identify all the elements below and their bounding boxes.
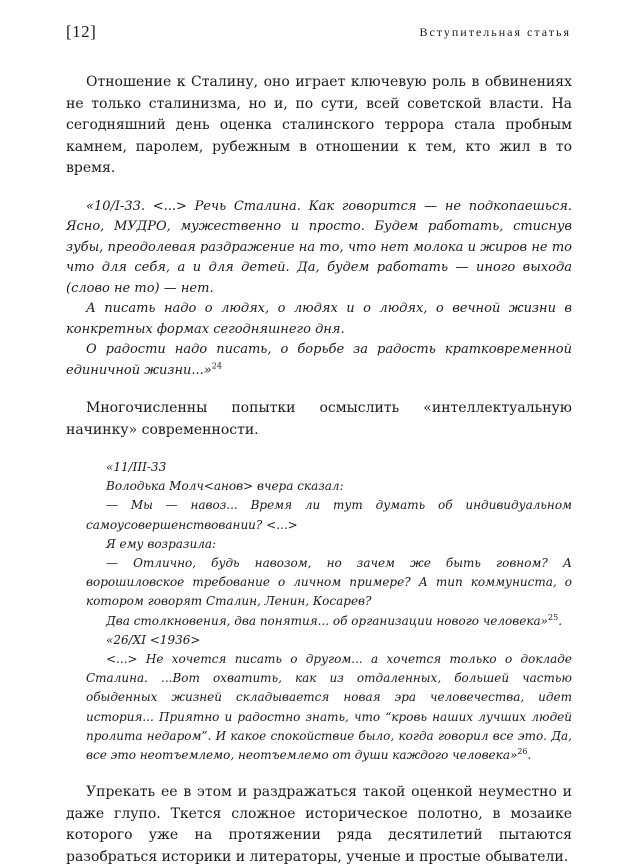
quote-2-paragraph: Я ему возразила: <box>106 536 217 551</box>
page-header <box>66 22 571 46</box>
footnote-ref-24: 24 <box>211 361 222 371</box>
quote-2-paragraph: — Отлично, будь навозом, но зачем же быть говном? А ворошиловское требование о личном примере? А тип коммуниста, о котором говорят Сталин, Ленин, Косарев? <box>86 556 572 609</box>
quote-2-date: «11/III-33 <box>106 460 167 474</box>
paragraph-3: Упрекать ее в этом и раздражаться такой оценкой неуместно и даже глупо. Ткется сложное историческое полотно, в мозаике которого уже на протяжении ряда десятилетий пытаются разобраться историки и литераторы, ученые и простые обыватели. <box>66 784 572 865</box>
footnote-ref-26: 26 <box>517 747 528 757</box>
paragraph-1: Отношение к Сталину, оно играет ключевую роль в обвинениях не только сталинизма, но и, по сути, всей советской власти. На сегодняшний день оценка сталинского террора стала пробным камнем, паролем, рубежным в отношении к тем, кто жил в то время. <box>66 74 572 176</box>
page-number: [12] <box>66 22 97 41</box>
quote-2-paragraph: Два столкновения, два понятия... об организации нового человека»$^{25}$. <box>106 612 563 628</box>
quote-2-p8-text: <...> Не хочется писать о другом... а хочется только о докладе Сталина. ...Вот охватить, как из отдаленных, большей частью обыденных жизней складывается новая эра человечества, идет история... Приятно и радостно знать, что “кровь наших лучших людей пролита недаром”. И какое спокойствие было, когда говорил все это. Да, все это неотъемлемо, неотъемлемо от души каждого человека» <box>86 652 572 763</box>
footnote-ref-25: 25 <box>548 612 559 622</box>
running-head: Вступительная статья <box>419 25 571 39</box>
quote-2-date-2: «26/XI <1936> <box>106 632 201 647</box>
quote-2-paragraph: Володька Молч<анов> вчера сказал: <box>106 479 344 494</box>
quote-2-p6-text: Два столкновения, два понятия... об организации нового человека» <box>106 613 549 628</box>
paragraph-2: Многочисленны попытки осмыслить «интеллектуальную начинку» современности. <box>66 400 572 438</box>
quote-1-paragraph: А писать надо о людях, о людях и о людях, о вечной жизни в конкретных формах сегодняшнего дня. <box>66 301 572 337</box>
quote-1-last-text: О радости надо писать, о борьбе за радость кратковременной единичной жизни...» <box>66 342 572 378</box>
diary-quote-2 <box>66 458 572 765</box>
diary-quote-1 <box>66 197 572 382</box>
quote-1-paragraph-last <box>66 340 572 381</box>
quote-2-paragraph: <...> Не хочется писать о другом... а хочется только о докладе Сталина. ...Вот охватить, как из отдаленных, большей частью обыденных жизней складывается новая эра человечества, идет история... Приятно и радостно знать, что “кровь наших лучших людей пролита недаром”. И какое спокойствие было, когда говорил все это. Да, все это неотъемлемо, неотъемлемо от души каждого человека»$^{26}$. <box>86 652 572 763</box>
page-body <box>66 72 572 868</box>
quote-1-paragraph: «10/I-33. <...> Речь Сталина. Как говорится — не подкопаешься. Ясно, МУДРО, мужественно и просто. Будем работать, стиснув зубы, преодолевая раздражение на то, что нет молока и жиров не то что для себя, а и для детей. Да, будем работать — иного выхода (слово не то) — нет. <box>66 198 572 296</box>
quote-2-paragraph: — Мы — навоз... Время ли тут думать об индивидуальном самоусовершенствовании? <...> <box>86 498 572 532</box>
